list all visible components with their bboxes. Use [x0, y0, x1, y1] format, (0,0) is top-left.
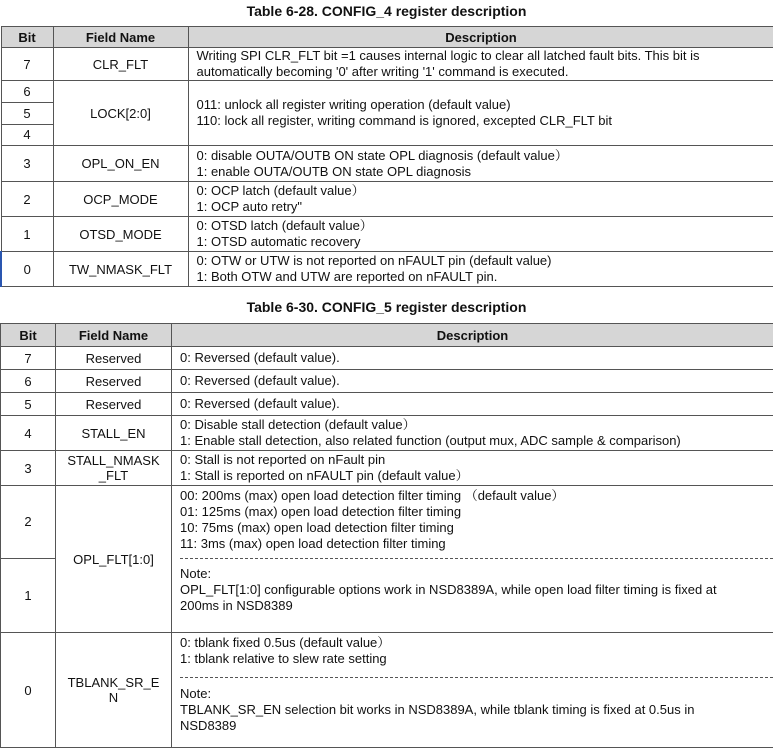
description-cell: [188, 182, 773, 217]
field-name-cell: [56, 633, 172, 748]
bit-cell: 1: [1, 217, 53, 252]
description-cell: [172, 416, 773, 451]
field-name-line: N: [108, 690, 119, 705]
field-name-cell: STALL_EN: [56, 416, 172, 451]
bit-stack-cell: [1, 81, 53, 146]
description-line: 1: tblank relative to slew rate setting: [180, 651, 387, 666]
description-line: 1: enable OUTA/OUTB ON state OPL diagnosis: [196, 163, 472, 179]
table-row: [1, 370, 773, 393]
field-name-cell: Reserved: [56, 393, 172, 416]
field-name-line: STALL_NMASK: [67, 453, 160, 468]
note-line: 200ms in NSD8389: [180, 598, 293, 613]
description-cell: [188, 217, 773, 252]
field-name-cell: OPL_FLT[1:0]: [56, 486, 172, 633]
note-line: NSD8389: [180, 718, 237, 733]
header-field-name: Field Name: [56, 324, 172, 347]
field-name-cell: Reserved: [56, 370, 172, 393]
description-line: 00: 200ms (max) open load detection filter timing （default value）: [180, 488, 565, 503]
field-name-cell: [56, 451, 172, 486]
description-line: 1: OTSD automatic recovery: [196, 234, 361, 249]
table-row: [1, 217, 773, 252]
bit-cell: 2: [1, 182, 53, 217]
description-line: 1: Enable stall detection, also related function (output mux, ADC sample & comparison): [180, 433, 681, 448]
description-line: 0: Stall is not reported on nFault pin: [180, 452, 386, 467]
description-line: 1: OCP auto retry": [196, 199, 303, 214]
bit-cell: 4: [23, 127, 31, 142]
table-row: [1, 182, 773, 217]
description-line: 0: OTSD latch (default value）: [196, 218, 373, 233]
header-field-name: Field Name: [53, 27, 188, 48]
description-line: 0: OCP latch (default value）: [196, 183, 365, 198]
description-line: 1: Both OTW and UTW are reported on nFAULT pin.: [196, 269, 498, 284]
table-row: [1, 48, 773, 81]
description-line: 1: Stall is reported on nFAULT pin (default value）: [180, 468, 469, 483]
field-name-cell: OTSD_MODE: [53, 217, 188, 252]
header-description: Description: [188, 27, 773, 48]
description-cell: [188, 146, 773, 182]
description-line: 0: disable OUTA/OUTB ON state OPL diagnosis (default value）: [196, 147, 568, 163]
bit-cell: 1: [24, 588, 32, 603]
dashed-divider: [180, 677, 773, 678]
description-cell: [188, 81, 773, 146]
bit-cell: 5: [1, 393, 56, 416]
description-line: 110: lock all register, writing command is ignored, excepted CLR_FLT bit: [196, 113, 612, 128]
field-name-cell: OPL_ON_EN: [53, 146, 188, 182]
bit-stack-cell: [1, 486, 56, 633]
header-description: Description: [172, 324, 773, 347]
note-line: Note:: [180, 566, 212, 581]
table-row: [1, 633, 773, 748]
bit-cell: 0: [1, 633, 56, 748]
description-line: 0: tblank fixed 0.5us (default value）: [180, 635, 391, 650]
field-name-cell: OCP_MODE: [53, 182, 188, 217]
bit-cell: 3: [1, 451, 56, 486]
description-line: 011: unlock all register writing operation (default value): [196, 97, 511, 112]
bit-cell: 4: [1, 416, 56, 451]
description-line: automatically becoming '0' after writing '1' command is executed.: [196, 64, 569, 79]
bit-cell: 0: [1, 252, 53, 287]
bit-cell: 7: [1, 347, 56, 370]
table-row: [1, 393, 773, 416]
table-header-row: [1, 27, 773, 48]
note-line: TBLANK_SR_EN selection bit works in NSD8389A, while tblank timing is fixed at 0.5us in: [180, 702, 695, 717]
header-bit: Bit: [1, 324, 56, 347]
description-cell: [188, 48, 773, 81]
description-line: 11: 3ms (max) open load detection filter timing: [180, 536, 446, 551]
field-name-cell: LOCK[2:0]: [53, 81, 188, 146]
description-cell: 0: Reversed (default value).: [172, 393, 773, 416]
field-name-cell: TW_NMASK_FLT: [53, 252, 188, 287]
field-name-cell: Reserved: [56, 347, 172, 370]
table-row: [1, 486, 773, 633]
description-cell: [188, 252, 773, 287]
field-name-line: TBLANK_SR_E: [67, 675, 160, 690]
note-line: OPL_FLT[1:0] configurable options work in NSD8389A, while open load filter timing is fixed at: [180, 582, 717, 597]
table-row: [1, 416, 773, 451]
bit-cell: 3: [1, 146, 53, 182]
table-row: [1, 81, 773, 146]
table-row: [1, 146, 773, 182]
bit-cell: 5: [2, 103, 53, 125]
description-line: 0: OTW or UTW is not reported on nFAULT pin (default value): [196, 253, 552, 268]
bit-cell: 7: [1, 48, 53, 81]
description-cell: [172, 486, 773, 633]
table-row: [1, 451, 773, 486]
table2-caption: Table 6-30. CONFIG_5 register description: [246, 299, 527, 315]
description-line: Writing SPI CLR_FLT bit =1 causes internal logic to clear all latched fault bits. This bit is: [196, 48, 700, 63]
table-header-row: [1, 324, 773, 347]
bit-cell: 2: [1, 486, 55, 559]
table1-caption: Table 6-28. CONFIG_4 register description: [246, 3, 527, 19]
config5-table: [0, 323, 773, 748]
description-cell: [172, 451, 773, 486]
description-cell: [172, 633, 773, 748]
table-row: [1, 347, 773, 370]
field-name-line: _FLT: [98, 468, 129, 483]
bit-cell: 6: [1, 370, 56, 393]
description-line: 0: Disable stall detection (default value）: [180, 417, 416, 432]
table-row: [1, 252, 773, 287]
bit-cell: 6: [2, 81, 53, 103]
config4-table: [0, 26, 773, 287]
description-line: 10: 75ms (max) open load detection filter timing: [180, 520, 454, 535]
field-name-cell: CLR_FLT: [53, 48, 188, 81]
description-cell: 0: Reversed (default value).: [172, 347, 773, 370]
description-cell: 0: Reversed (default value).: [172, 370, 773, 393]
dashed-divider: [180, 558, 773, 559]
header-bit: Bit: [1, 27, 53, 48]
note-line: Note:: [180, 686, 212, 701]
description-line: 01: 125ms (max) open load detection filter timing: [180, 504, 462, 519]
